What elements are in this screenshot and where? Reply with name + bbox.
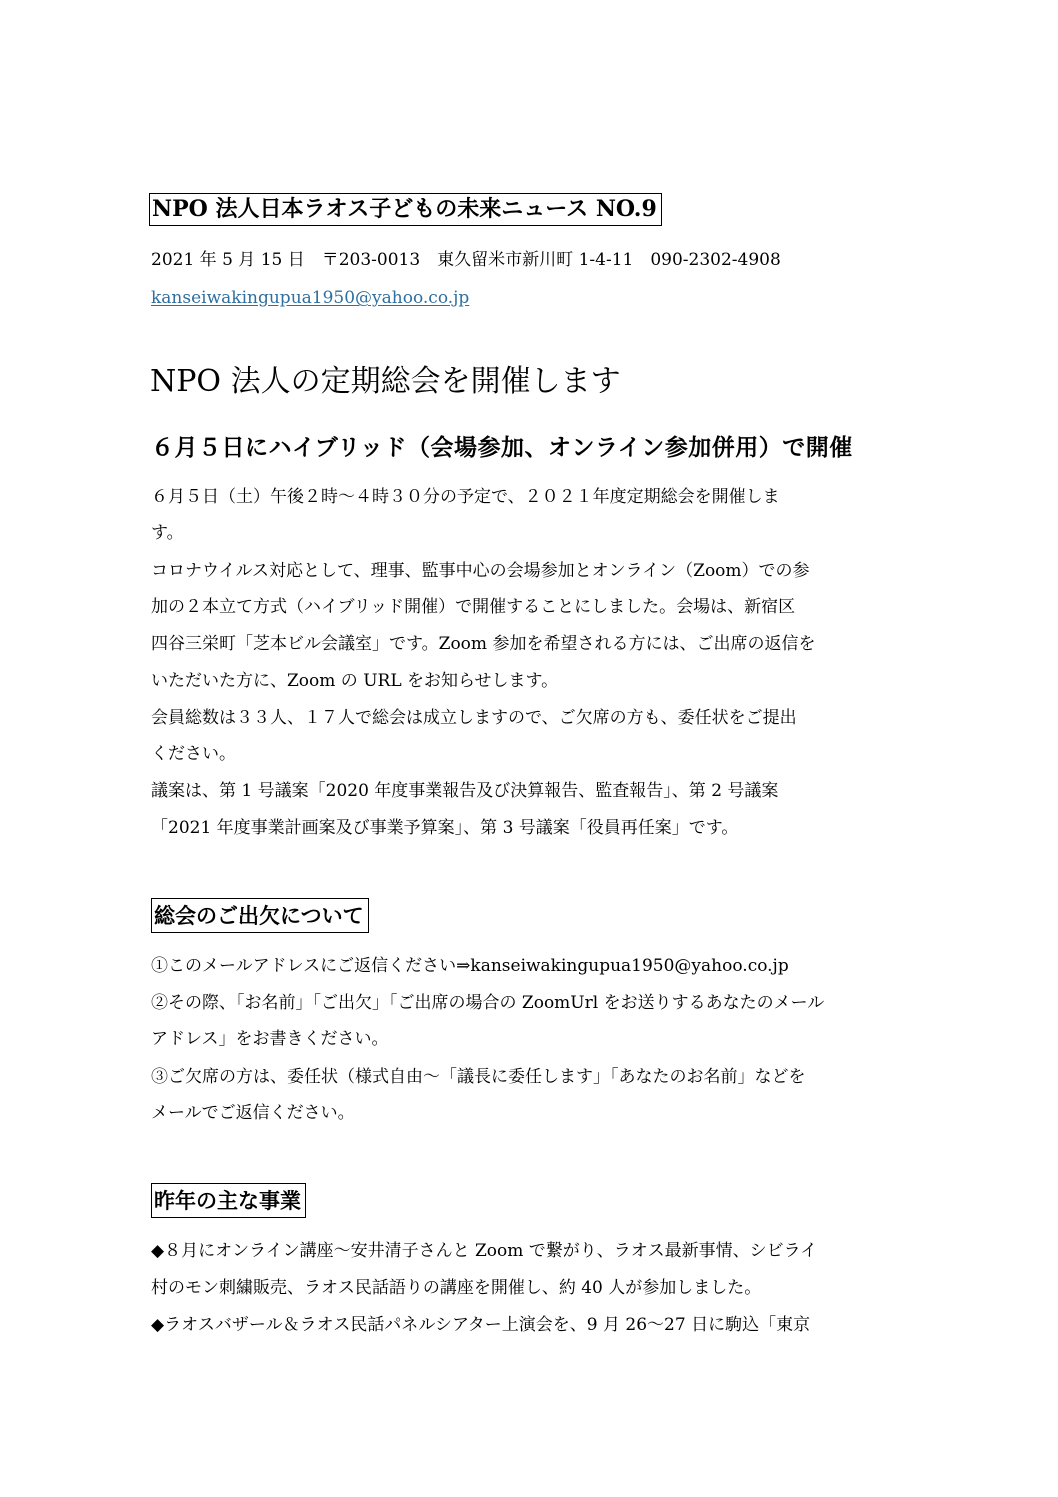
body-line: ６月５日（土）午後２時～４時３０分の予定で、２０２１年度定期総会を開催しま <box>151 487 780 507</box>
activity-line: ◆８月にオンライン講座～安井清子さんと Zoom で繋がり、ラオス最新事情、シビライ <box>151 1241 818 1261</box>
instruction-line: ①このメールアドレスにご返信ください⇒kanseiwakingupua1950@yahoo.co.jp <box>151 956 789 976</box>
article-subheadline: ６月５日にハイブリッド（会場参加、オンライン参加併用）で開催 <box>151 434 853 461</box>
activities-heading: 昨年の主な事業 <box>151 1183 306 1218</box>
instruction-line: ③ご欠席の方は、委任状（様式自由～「議長に委任します」「あなたのお名前」などを <box>151 1067 806 1087</box>
body-line: 議案は、第 1 号議案「2020 年度事業報告及び決算報告、監査報告」、第 2 号議案 <box>151 781 779 801</box>
body-line: 「2021 年度事業計画案及び事業予算案」、第 3 号議案「役員再任案」です。 <box>151 818 739 838</box>
attendance-heading: 総会のご出欠について <box>151 898 369 933</box>
newsletter-title: NPO 法人日本ラオス子どもの未来ニュース NO.9 <box>149 193 662 226</box>
instruction-line: アドレス」をお書きください。 <box>151 1029 389 1049</box>
activity-line: ◆ラオスバザール＆ラオス民話パネルシアター上演会を、9 月 26～27 日に駒込「東京 <box>151 1315 811 1335</box>
body-line: す。 <box>151 523 184 543</box>
instruction-line: メールでご返信ください。 <box>151 1103 355 1123</box>
article-headline: NPO 法人の定期総会を開催します <box>150 364 621 399</box>
contact-email-link[interactable]: kanseiwakingupua1950@yahoo.co.jp <box>151 288 470 308</box>
activity-line: 村のモン刺繍販売、ラオス民話語りの講座を開催し、約 40 人が参加しました。 <box>151 1278 762 1298</box>
body-line: 会員総数は３３人、１７人で総会は成立しますので、ご欠席の方も、委任状をご提出 <box>151 708 797 728</box>
body-line: 加の２本立て方式（ハイブリッド開催）で開催することにしました。会場は、新宿区 <box>151 597 796 617</box>
date-address-phone: 2021 年 5 月 15 日 〒203-0013 東久留米市新川町 1-4-11 090-2302-4908 <box>151 250 781 270</box>
body-line: 四谷三栄町「芝本ビル会議室」です。Zoom 参加を希望される方には、ご出席の返信を <box>151 634 816 654</box>
body-line: コロナウイルス対応として、理事、監事中心の会場参加とオンライン（Zoom）での参 <box>151 561 810 581</box>
body-line: ください。 <box>151 744 236 764</box>
body-line: いただいた方に、Zoom の URL をお知らせします。 <box>151 671 559 691</box>
instruction-line: ②その際、「お名前」「ご出欠」「ご出席の場合の ZoomUrl をお送りするあなたのメール <box>151 993 825 1013</box>
